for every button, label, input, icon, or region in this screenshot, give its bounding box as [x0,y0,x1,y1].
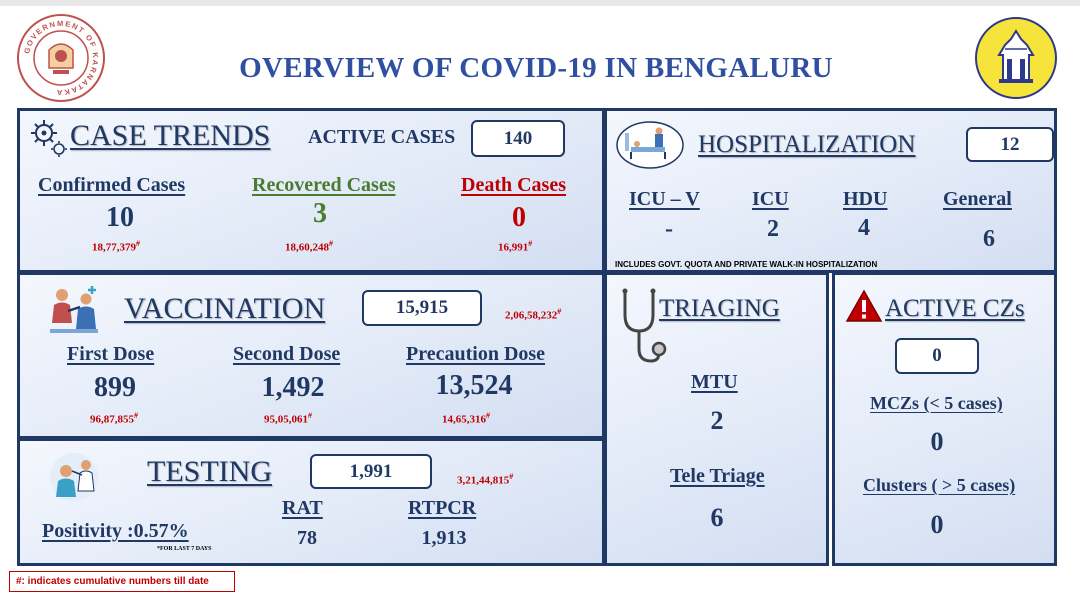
hdu-label: HDU [843,188,888,210]
active-czs-title: ACTIVE CZs [885,295,1025,322]
general-value: 6 [983,226,995,252]
second-dose-label: Second Dose [233,343,341,365]
icu-v-value: - [665,216,673,242]
testing-title: TESTING [147,455,272,488]
rtpcr-value: 1,913 [421,527,467,549]
positivity-note: *FOR LAST 7 DAYS [157,546,212,552]
precaution-dose-value: 13,524 [435,370,513,401]
rtpcr-label: RTPCR [408,497,477,519]
active-cases-value: 140 [471,120,565,157]
hdu-value: 4 [858,215,870,241]
case-trends-panel [17,108,605,273]
vaccination-icon [46,283,102,337]
icu-v-label: ICU – V [629,188,700,210]
active-czs-panel [832,272,1057,566]
case-trends-title: CASE TRENDS [70,119,271,152]
death-cases-cumulative: 16,991# [498,239,533,254]
cumulative-footnote: #: indicates cumulative numbers till date [9,571,235,592]
top-bar [0,0,1080,6]
first-dose-label: First Dose [67,343,155,365]
tele-triage-label: Tele Triage [670,465,765,487]
recovered-cases-label: Recovered Cases [252,174,396,196]
mczs-label: MCZs (< 5 cases) [870,393,1003,413]
positivity: Positivity :0.57% [42,520,189,542]
tele-triage-value: 6 [710,503,724,532]
emblem-ring-text: GOVERNMENT OF KARNATAKA [22,18,101,98]
mczs-value: 0 [930,427,944,456]
hospitalization-total: 12 [966,127,1054,162]
vaccination-total: 15,915 [362,290,482,326]
first-dose-cumulative: 96,87,855# [90,411,138,426]
second-dose-cumulative: 95,05,061# [264,411,312,426]
hospitalization-title: HOSPITALIZATION [698,131,916,158]
virus-icon [26,117,70,161]
clusters-label: Clusters ( > 5 cases) [863,475,1016,495]
testing-total: 1,991 [310,454,432,489]
death-cases-label: Death Cases [461,174,566,196]
recovered-cases-value: 3 [313,198,327,229]
recovered-cases-cumulative: 18,60,248# [285,239,333,254]
warning-icon [845,289,883,323]
rat-value: 78 [297,527,317,549]
vaccination-title: VACCINATION [124,292,326,325]
death-cases-value: 0 [512,202,526,233]
mtu-value: 2 [710,406,724,435]
page-title: OVERVIEW OF COVID-19 IN BENGALURU [239,52,833,84]
hospitalization-note: INCLUDES GOVT. QUOTA AND PRIVATE WALK-IN HOSPITALIZATION [615,260,878,269]
mtu-label: MTU [691,371,738,393]
active-czs-total: 0 [895,338,979,374]
bbmp-logo-graphic [977,19,1055,97]
active-cases-label: ACTIVE CASES [308,126,456,148]
hospital-bed-icon [615,119,685,169]
icu-label: ICU [752,188,789,210]
precaution-dose-label: Precaution Dose [406,343,546,365]
testing-panel [17,438,605,566]
confirmed-cases-label: Confirmed Cases [38,174,186,196]
icu-value: 2 [767,216,779,242]
general-label: General [943,188,1012,210]
second-dose-value: 1,492 [261,372,325,403]
confirmed-cases-cumulative: 18,77,379# [92,239,140,254]
vaccination-cumulative: 2,06,58,232# [505,307,562,322]
first-dose-value: 899 [94,372,136,403]
clusters-value: 0 [930,510,944,539]
hospitalization-panel [604,108,1057,273]
swab-test-icon [48,451,104,503]
rat-label: RAT [282,497,323,519]
triaging-title: TRIAGING [659,295,780,322]
precaution-dose-cumulative: 14,65,316# [442,411,490,426]
testing-cumulative: 3,21,44,815# [457,472,514,487]
triaging-panel [604,272,829,566]
confirmed-cases-value: 10 [106,202,134,233]
vaccination-panel [17,272,605,439]
bbmp-logo [975,17,1057,99]
